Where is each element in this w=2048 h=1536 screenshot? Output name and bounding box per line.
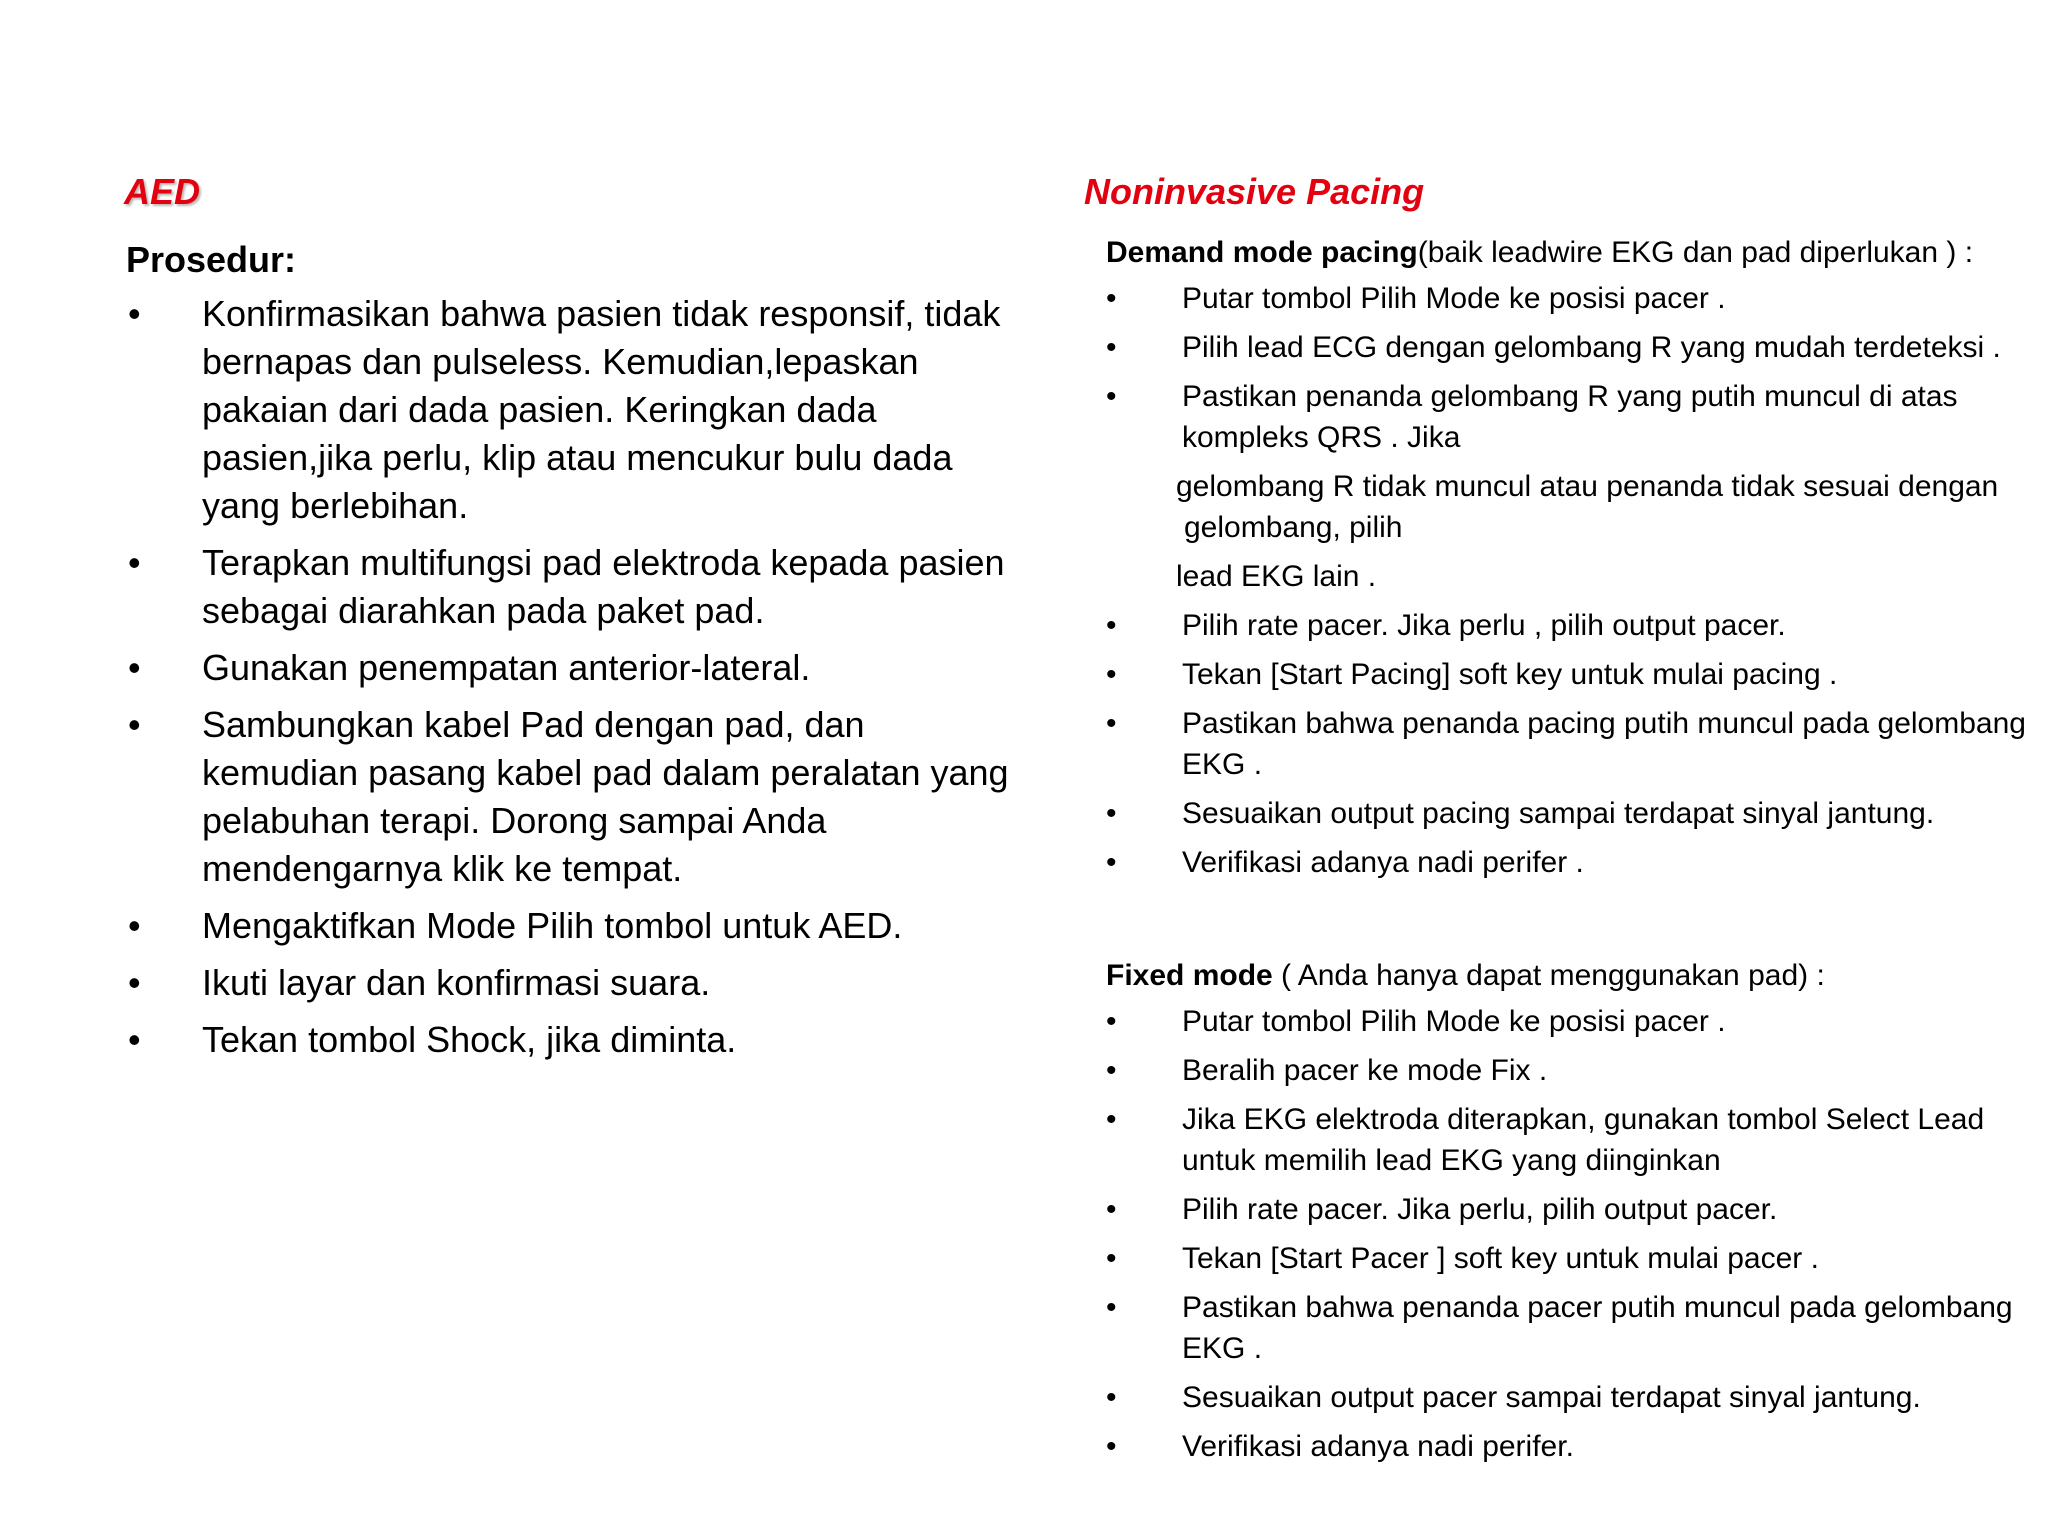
list-continuation — [1084, 556, 2044, 597]
list-item: • Tekan [Start Pacer ] soft key untuk mulai pacer . — [1084, 1238, 2044, 1279]
list-item: • Ikuti layar dan konfirmasi suara. — [124, 959, 1024, 1007]
list-item: • Verifikasi adanya nadi perifer . — [1084, 842, 2044, 883]
continuation-line: lead EKG lain . — [1176, 560, 1377, 593]
aed-title: AED — [124, 171, 201, 212]
aed-section — [124, 168, 1024, 1073]
list-item: • Konfirmasikan bahwa pasien tidak responsif, tidak bernapas dan pulseless. Kemudian,lepaskan pakaian dari dada pasien. Keringkan dada pasien,jika perlu, klip atau mencukur bulu dada yang berlebihan. — [124, 290, 1024, 530]
list-item: • Pastikan bahwa penanda pacer putih muncul pada gelombang EKG . — [1084, 1287, 2044, 1369]
list-item: • Sesuaikan output pacing sampai terdapat sinyal jantung. — [1084, 793, 2044, 834]
demand-mode-label: Demand mode pacing — [1106, 236, 1418, 269]
list-item: • Pilih lead ECG dengan gelombang R yang mudah terdeteksi . — [1084, 327, 2044, 368]
list-item: • Pastikan bahwa penanda pacing putih muncul pada gelombang EKG . — [1084, 703, 2044, 785]
list-item: • Verifikasi adanya nadi perifer. — [1084, 1426, 2044, 1467]
fixed-mode-label: Fixed mode — [1106, 959, 1273, 992]
list-item: • Pastikan penanda gelombang R yang putih muncul di atas kompleks QRS . Jika — [1084, 376, 2044, 458]
list-item: • Pilih rate pacer. Jika perlu , pilih output pacer. — [1084, 605, 2044, 646]
procedure-heading: Prosedur: — [126, 239, 297, 280]
list-item: • Pilih rate pacer. Jika perlu, pilih output pacer. — [1084, 1189, 2044, 1230]
list-item: • Sesuaikan output pacer sampai terdapat sinyal jantung. — [1084, 1377, 2044, 1418]
list-item: • Terapkan multifungsi pad elektroda kepada pasien sebagai diarahkan pada paket pad. — [124, 539, 1024, 635]
fixed-mode-heading — [1106, 955, 2044, 997]
continuation-line: gelombang, pilih — [1184, 511, 1403, 544]
list-item: • Tekan tombol Shock, jika diminta. — [124, 1016, 1024, 1064]
fixed-mode-list — [1084, 1001, 2044, 1467]
demand-mode-list — [1084, 278, 2044, 883]
list-item: • Gunakan penempatan anterior-lateral. — [124, 644, 1024, 692]
list-item: • Sambungkan kabel Pad dengan pad, dan kemudian pasang kabel pad dalam peralatan yang pelabuhan terapi. Dorong sampai Anda mendengarnya klik ke tempat. — [124, 701, 1024, 893]
fixed-mode-note: ( Anda hanya dapat menggunakan pad) : — [1272, 959, 1825, 992]
section-spacer — [1084, 891, 2044, 939]
list-item: • Beralih pacer ke mode Fix . — [1084, 1050, 2044, 1091]
list-item: • Mengaktifkan Mode Pilih tombol untuk AED. — [124, 902, 1024, 950]
demand-mode-note: (baik leadwire EKG dan pad diperlukan ) : — [1417, 236, 1974, 269]
continuation-line: gelombang R tidak muncul atau penanda tidak sesuai dengan — [1176, 470, 1999, 503]
list-item: • Putar tombol Pilih Mode ke posisi pacer . — [1084, 278, 2044, 319]
pacing-section — [1084, 168, 2044, 1475]
list-item: • Putar tombol Pilih Mode ke posisi pacer . — [1084, 1001, 2044, 1042]
demand-mode-heading — [1106, 232, 2044, 274]
list-item: • Jika EKG elektroda diterapkan, gunakan tombol Select Lead untuk memilih lead EKG yang diinginkan — [1084, 1099, 2044, 1181]
list-item: • Tekan [Start Pacing] soft key untuk mulai pacing . — [1084, 654, 2044, 695]
aed-steps-list — [124, 290, 1024, 1064]
pacing-title: Noninvasive Pacing — [1084, 171, 1425, 212]
list-continuation — [1084, 466, 2044, 548]
